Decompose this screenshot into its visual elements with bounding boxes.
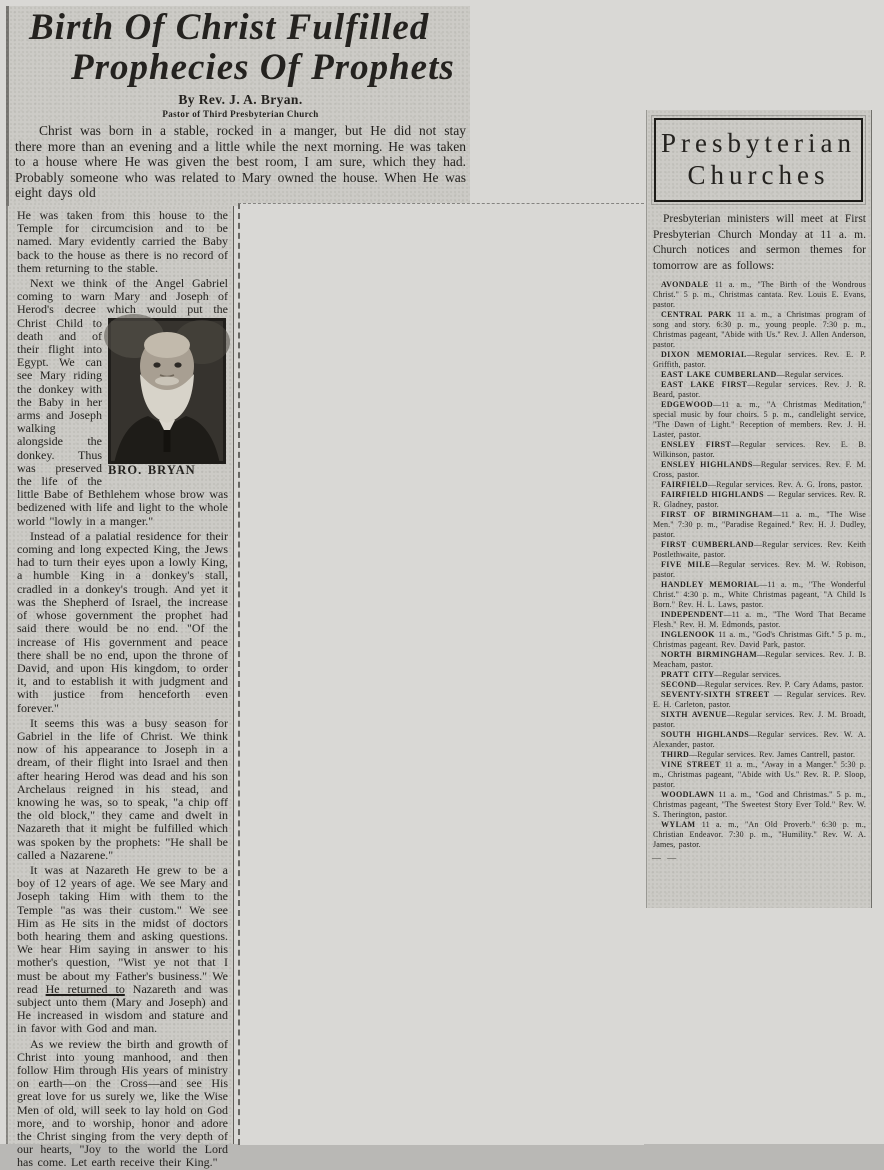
church-name: INGLENOOK — [661, 630, 715, 639]
church-entry — [653, 480, 866, 490]
church-name: SOUTH HIGHLANDS — [661, 730, 750, 739]
church-name: DIXON MEMORIAL — [661, 350, 747, 359]
paragraph-1-continuation: He was taken from this house to the Temple for circumcision and to be named. Mary evidently carried the Baby back to the house as there is no record of them returning to the stable. — [17, 208, 228, 275]
portrait-photo-block — [108, 318, 228, 477]
church-name: WOODLAWN — [661, 790, 715, 799]
church-service-details: —Regular services. Rev. F. M. Cross, pastor. — [653, 460, 867, 479]
paragraph-6: As we review the birth and growth of Christ into young manhood, and then follow Him through His years of ministry on earth—on the Cross—and see His great love for us surely we, like the Wise Men of old, will seek to lay hold on God more, and to worship, honor and adore the Christ singing from the very depth of our hearts, "Joy to the world the Lord has come. Let earth receive their King." — [17, 1036, 228, 1170]
church-entry — [653, 380, 866, 400]
church-name: THIRD — [661, 750, 690, 759]
church-service-details: 11 a. m., "God's Christmas Gift." 5 p. m., Christmas pageant. Rev. David Park, pastor. — [653, 630, 866, 649]
paragraph-5-underlined-text: He returned to — [45, 981, 125, 996]
church-name: INDEPENDENT — [661, 610, 724, 619]
church-service-details: 11 a. m., "An Old Proverb." 6:30 p. m., Christian Endeavor. 7:30 p. m., "Humility." Rev. W. A. James, pastor. — [653, 820, 866, 849]
church-entry — [653, 820, 866, 850]
church-service-details: —Regular services. Rev. E. B. Wilkinson, pastor. — [653, 440, 867, 459]
church-name: FIVE MILE — [661, 560, 711, 569]
paragraph-5-text: It was at Nazareth He grew to be a boy of 12 years of age. We see Mary and Joseph taking Him with them to the Temple "as was their custom." We see Him as He sits in the midst of doctors both hearing them and asking questions. We hear Him saying in answer to his mother's question, "Wist ye not that I must be about my Father's business." We read — [17, 862, 228, 996]
church-entry — [653, 280, 866, 310]
church-service-details: —Regular services. Rev. J. M. Broadt, pastor. — [653, 710, 866, 729]
church-service-details: — Regular services. Rev. E. H. Carleton, pastor. — [653, 690, 866, 709]
church-name: FIRST CUMBERLAND — [661, 540, 754, 549]
church-entry — [653, 690, 866, 710]
church-name: WYLAM — [661, 820, 696, 829]
church-name: ENSLEY HIGHLANDS — [661, 460, 753, 469]
church-entry — [653, 610, 866, 630]
church-service-details: —Regular services. Rev. W. A. Alexander, pastor. — [653, 730, 866, 749]
church-entry — [653, 630, 866, 650]
church-service-details: —Regular services. Rev. A. G. Irons, pastor. — [708, 480, 863, 489]
paragraph-3: Instead of a palatial residence for their coming and long expected King, the Jews had to turn their eyes upon a lowly King, a humble King in a donkey's stall, cradled in a donkey's trough. And yet it was the Shepherd of Israel, the increase of whose government the prophet had said there would be no end. "Of the increase of His government and peace there shall be no end, upon the throne of David, and upon His kingdom, to order it, and to establish it with judgment and with justice from henceforth even forever." — [17, 528, 228, 715]
church-directory-clipping — [646, 110, 872, 908]
church-entry — [653, 790, 866, 820]
article-intro-paragraph: Christ was born in a stable, rocked in a manger, but He did not stay there more than an evening and a little while the next morning. He was taken to a house where He was given the best room, I am sure, which they had. Probably someone who was related to Mary owned the house. When He was eight days old — [15, 123, 466, 200]
church-entry — [653, 350, 866, 370]
church-service-details: —11 a. m., "A Christmas Meditation," special music by four choirs. 5 p. m., candlelight service, "The Dawn of Light." Reception of members. Rev. J. H. Laster, pastor. — [653, 400, 866, 439]
paragraph-5-text-end: Nazareth and was subject unto them (Mary and Joseph) and He increased in wisdom and stature and in favor with God and man. — [17, 981, 228, 1036]
paragraph-2-after-photo: Christ Child to death and of their flight into Egypt. We can see Mary riding the donkey with the Baby in her arms and Joseph walking alongside the donkey. Thus was preserved the life of the little Babe of Bethlehem whose brow was bedizened with life and light to the whole world "lowly in a manger." — [17, 315, 228, 528]
church-name: EAST LAKE FIRST — [661, 380, 748, 389]
church-entry — [653, 310, 866, 350]
church-service-details: —Regular services. Rev. E. P. Griffith, pastor. — [653, 350, 866, 369]
church-name: FIRST OF BIRMINGHAM — [661, 510, 773, 519]
paragraph-4: It seems this was a busy season for Gabriel in the life of Christ. We think now of his appearance to Joseph in a dream, of their flight into Israel and then after hearing Herod was dead and his son Archelaus reigned in his stead, and knowing he was, so to speak, "a chip off the old block," they came and dwelt in Nazareth that it might be fulfilled which was spoken by the prophets: "He shall be called a Nazarene." — [17, 715, 228, 862]
church-name: AVONDALE — [661, 280, 709, 289]
church-name: SEVENTY-SIXTH STREET — [661, 690, 770, 699]
church-name: CENTRAL PARK — [661, 310, 732, 319]
article-byline-sub: Pastor of Third Presbyterian Church — [162, 109, 319, 119]
church-name: SECOND — [661, 680, 697, 689]
church-listing — [653, 280, 866, 850]
church-service-details: 11 a. m., "The Birth of the Wondrous Christ." 5 p. m., Christmas cantata. Rev. Louis E. Evans, pastor. — [653, 280, 866, 309]
church-name: EDGEWOOD — [661, 400, 714, 409]
church-entry — [653, 510, 866, 540]
erased-region — [238, 203, 644, 1145]
church-entry — [653, 400, 866, 440]
church-name: HANDLEY MEMORIAL — [661, 580, 760, 589]
church-name: FAIRFIELD — [661, 480, 709, 489]
church-service-details: —Regular services. Rev. P. Cary Adams, pastor. — [696, 680, 864, 689]
end-of-column-mark: — — — [652, 853, 679, 863]
church-service-details: —Regular services. — [776, 370, 844, 379]
directory-title-line-2: Churches — [687, 160, 830, 190]
church-entry — [653, 490, 866, 510]
church-service-details: —Regular services. Rev. M. W. Robison, pastor. — [653, 560, 866, 579]
church-entry — [653, 750, 866, 760]
church-entry — [653, 680, 866, 690]
church-service-details: —Regular services. — [714, 670, 782, 679]
church-service-details: 11 a. m., a Christmas program of song and story. 6:30 p. m., young people. 7:30 p. m., Christmas pageant, "Abide with Us." Rev. J. Allen Anderson, pastor. — [653, 310, 866, 349]
paragraph-5 — [17, 864, 228, 1036]
directory-title-line-1: Presbyterian — [661, 128, 856, 158]
church-service-details: —Regular services. Rev. Keith Postlethwaite, pastor. — [653, 540, 866, 559]
church-service-details: 11 a. m., "Away in a Manger." 5:30 p. m., Christmas pageant, "Abide with Us." Rev. R. P. Sloop, pastor. — [653, 760, 866, 789]
church-name: SIXTH AVENUE — [661, 710, 728, 719]
church-entry — [653, 650, 866, 670]
church-entry — [653, 540, 866, 560]
church-service-details: 11 a. m., "God and Christmas." 5 p. m., Christmas pageant, "The Sweetest Story Ever Told." Rev. W. S. Therington, pastor. — [653, 790, 866, 819]
church-name: ENSLEY FIRST — [661, 440, 732, 449]
article-body-column — [6, 206, 234, 1170]
church-name: NORTH BIRMINGHAM — [661, 650, 758, 659]
church-service-details: —11 a. m., "The Word That Became Flesh." Rev. H. M. Edmonds, pastor. — [653, 610, 866, 629]
paragraph-2 — [17, 277, 228, 528]
church-entry — [653, 370, 866, 380]
church-name: EAST LAKE CUMBERLAND — [661, 370, 777, 379]
church-entry — [653, 710, 866, 730]
church-entry — [653, 440, 866, 460]
church-entry — [653, 730, 866, 750]
church-service-details: —Regular services. Rev. James Cantrell, pastor. — [689, 750, 856, 759]
church-service-details: —Regular services. Rev. J. R. Beard, pastor. — [653, 380, 866, 399]
article-byline: By Rev. J. A. Bryan. — [178, 92, 303, 107]
church-service-details: —Regular services. Rev. J. B. Meacham, pastor. — [653, 650, 866, 669]
church-entry — [653, 760, 866, 790]
paragraph-2-before-photo: Next we think of the Angel Gabriel coming to warn Mary and Joseph of Herod's decree which would put the — [17, 276, 228, 317]
church-service-details: — Regular services. Rev. R. R. Gladney, pastor. — [653, 490, 866, 509]
church-entry — [653, 460, 866, 480]
bro-bryan-portrait-photo — [108, 318, 226, 464]
article-clipping-header — [6, 6, 470, 206]
church-service-details: —11 a. m., "The Wise Men." 7:30 p. m., "Paradise Regained." Rev. H. J. Dudley, pastor. — [653, 510, 866, 539]
photo-caption: BRO. BRYAN — [108, 462, 196, 477]
church-entry — [653, 670, 866, 680]
church-entry — [653, 580, 866, 610]
church-name: PRATT CITY — [661, 670, 715, 679]
headline-line-2: Prophecies Of Prophets — [71, 47, 455, 88]
church-service-details: —11 a. m., "The Wonderful Christ." 4:30 p. m., White Christmas pageant, "A Child Is Born." Rev. H. L. Laws, pastor. — [653, 580, 866, 609]
church-name: VINE STREET — [661, 760, 721, 769]
article-headline — [15, 8, 466, 88]
headline-line-1: Birth Of Christ Fulfilled — [29, 7, 430, 48]
church-name: FAIRFIELD HIGHLANDS — [661, 490, 764, 499]
church-directory-title-box — [654, 118, 863, 202]
directory-intro: Presbyterian ministers will meet at First Presbyterian Church Monday at 11 a. m. Church notices and sermon themes for tomorrow are as follows: — [653, 213, 866, 272]
church-entry — [653, 560, 866, 580]
